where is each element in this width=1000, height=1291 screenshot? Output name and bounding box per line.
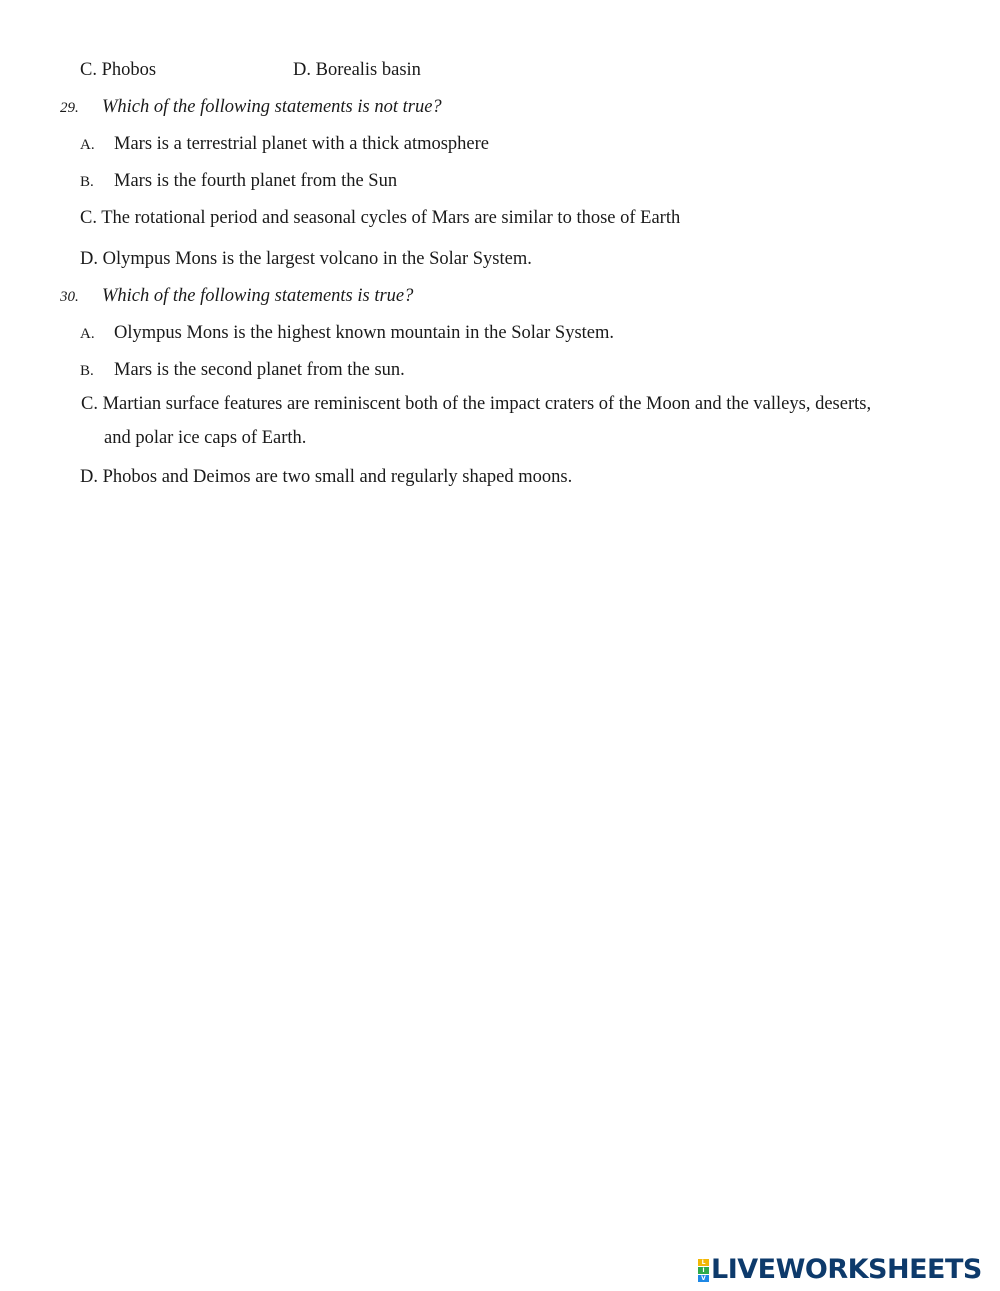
liveworksheets-logo bbox=[698, 1254, 982, 1286]
question-number: 30. bbox=[60, 289, 79, 305]
option-text: C. Phobos bbox=[80, 60, 157, 80]
q30-option-a bbox=[80, 321, 614, 346]
q30-option-b bbox=[80, 358, 405, 383]
option-letter: B. bbox=[80, 174, 94, 190]
q30-option-d bbox=[80, 465, 572, 489]
option-text: C. The rotational period and seasonal cycles of Mars are similar to those of Earth bbox=[80, 208, 681, 228]
option-letter: A. bbox=[80, 326, 95, 342]
question-text: Which of the following statements is not true? bbox=[102, 97, 442, 117]
q29-option-b bbox=[80, 169, 397, 194]
q29-option-c bbox=[80, 206, 680, 230]
logo-block-v: V bbox=[698, 1275, 709, 1282]
question-text: Which of the following statements is true? bbox=[102, 286, 414, 306]
q29-option-d bbox=[80, 247, 532, 271]
question-29 bbox=[60, 95, 442, 120]
option-text: D. Borealis basin bbox=[293, 60, 421, 80]
logo-block-l: L bbox=[698, 1259, 709, 1266]
option-text: Mars is a terrestrial planet with a thick atmosphere bbox=[114, 134, 490, 154]
option-text: D. Olympus Mons is the largest volcano in the Solar System. bbox=[80, 249, 532, 269]
option-text: C. Martian surface features are reminiscent both of the impact craters of the Moon and the valleys, deserts, bbox=[81, 394, 872, 414]
option-text: Mars is the fourth planet from the Sun bbox=[114, 171, 398, 191]
q30-option-c bbox=[81, 392, 871, 416]
logo-blocks-icon bbox=[698, 1259, 709, 1282]
logo-text: LIVEWORKSHEETS bbox=[711, 1254, 982, 1285]
q30-option-c-continued bbox=[104, 426, 306, 450]
option-c-phobos bbox=[80, 58, 156, 82]
option-text: Mars is the second planet from the sun. bbox=[114, 360, 405, 380]
option-letter: A. bbox=[80, 137, 95, 153]
q29-option-a bbox=[80, 132, 489, 157]
question-30 bbox=[60, 284, 413, 309]
logo-block-i: I bbox=[698, 1267, 709, 1274]
option-text: and polar ice caps of Earth. bbox=[104, 428, 307, 448]
option-text: D. Phobos and Deimos are two small and regularly shaped moons. bbox=[80, 467, 573, 487]
option-text: Olympus Mons is the highest known mountain in the Solar System. bbox=[114, 323, 615, 343]
option-letter: B. bbox=[80, 363, 94, 379]
option-d-borealis-basin bbox=[293, 58, 421, 82]
question-number: 29. bbox=[60, 100, 79, 116]
